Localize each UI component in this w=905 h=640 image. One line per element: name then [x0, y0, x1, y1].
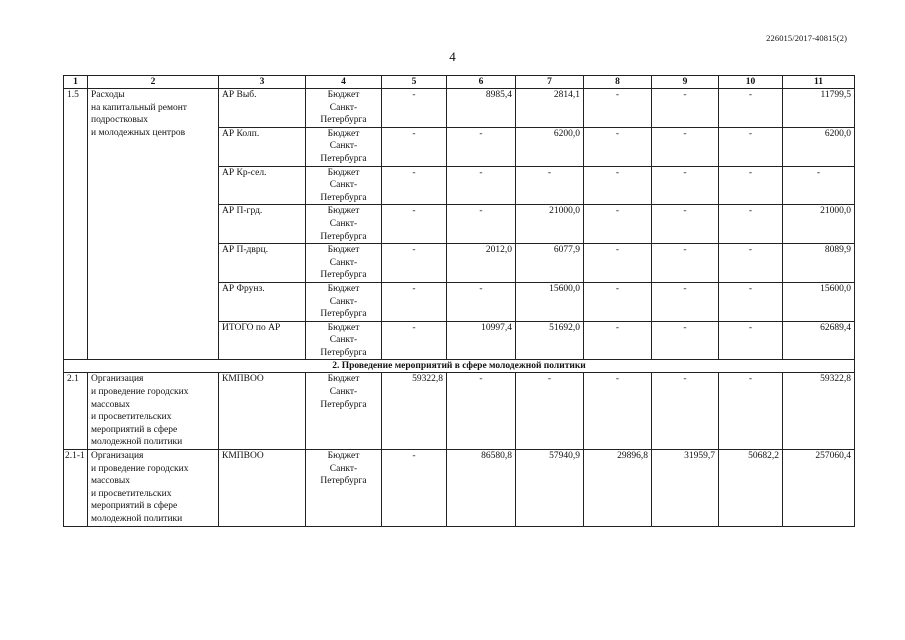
executor: КМПВОО: [219, 373, 306, 450]
value-cell: -: [652, 127, 719, 166]
value-cell: -: [447, 166, 516, 205]
page-number: 4: [449, 49, 456, 64]
value-cell: -: [719, 166, 783, 205]
funding-source: Бюджет Санкт- Петербурга: [306, 166, 382, 205]
value-cell: 59322,8: [382, 373, 447, 450]
value-cell: -: [584, 321, 652, 360]
column-header: 6: [447, 76, 516, 89]
executor: АР Выб.: [219, 89, 306, 128]
item-number: 1.5: [64, 89, 88, 360]
total-cell: 62689,4: [783, 321, 855, 360]
value-cell: 6200,0: [516, 127, 584, 166]
item-number: 2.1-1: [64, 450, 88, 527]
column-header: 5: [382, 76, 447, 89]
item-title: Организация и проведение городских массовых и просветительских мероприятий в сфере молодежной политики: [88, 450, 219, 527]
item-title: Организация и проведение городских массовых и просветительских мероприятий в сфере молодежной политики: [88, 373, 219, 450]
value-cell: -: [652, 89, 719, 128]
executor: АР Фрунз.: [219, 282, 306, 321]
value-cell: -: [382, 450, 447, 527]
value-cell: 29896,8: [584, 450, 652, 527]
column-header: 3: [219, 76, 306, 89]
value-cell: -: [719, 373, 783, 450]
funding-source: Бюджет Санкт- Петербурга: [306, 321, 382, 360]
table-row: [64, 89, 855, 128]
column-header: 1: [64, 76, 88, 89]
value-cell: -: [382, 321, 447, 360]
column-header: 9: [652, 76, 719, 89]
value-cell: 51692,0: [516, 321, 584, 360]
funding-source: Бюджет Санкт- Петербурга: [306, 373, 382, 450]
value-cell: -: [447, 282, 516, 321]
value-cell: 21000,0: [516, 205, 584, 244]
total-cell: -: [783, 166, 855, 205]
value-cell: -: [719, 321, 783, 360]
column-header: 11: [783, 76, 855, 89]
value-cell: -: [516, 166, 584, 205]
value-cell: 6077,9: [516, 244, 584, 283]
funding-source: Бюджет Санкт- Петербурга: [306, 450, 382, 527]
value-cell: 2012,0: [447, 244, 516, 283]
value-cell: 50682,2: [719, 450, 783, 527]
value-cell: 57940,9: [516, 450, 584, 527]
item-title: Расходы на капитальный ремонт подростковых и молодежных центров: [88, 89, 219, 360]
table-row: [64, 450, 855, 527]
column-number-row: [64, 76, 855, 89]
total-cell: 257060,4: [783, 450, 855, 527]
value-cell: -: [719, 282, 783, 321]
value-cell: -: [652, 205, 719, 244]
total-cell: 8089,9: [783, 244, 855, 283]
value-cell: -: [447, 373, 516, 450]
document-id: 226015/2017-40815(2): [766, 33, 847, 43]
value-cell: -: [719, 89, 783, 128]
funding-source: Бюджет Санкт- Петербурга: [306, 127, 382, 166]
executor: КМПВОО: [219, 450, 306, 527]
executor: АР Колп.: [219, 127, 306, 166]
value-cell: -: [652, 321, 719, 360]
column-header: 4: [306, 76, 382, 89]
value-cell: -: [719, 205, 783, 244]
funding-source: Бюджет Санкт- Петербурга: [306, 282, 382, 321]
table-row: [64, 373, 855, 450]
value-cell: -: [584, 89, 652, 128]
funding-source: Бюджет Санкт- Петербурга: [306, 244, 382, 283]
executor: АР П-грд.: [219, 205, 306, 244]
value-cell: 31959,7: [652, 450, 719, 527]
value-cell: -: [447, 205, 516, 244]
value-cell: -: [584, 205, 652, 244]
column-header: 2: [88, 76, 219, 89]
item-number: 2.1: [64, 373, 88, 450]
value-cell: 2814,1: [516, 89, 584, 128]
value-cell: -: [584, 282, 652, 321]
value-cell: -: [382, 166, 447, 205]
executor: АР Кр-сел.: [219, 166, 306, 205]
value-cell: -: [584, 166, 652, 205]
funding-source: Бюджет Санкт- Петербурга: [306, 205, 382, 244]
value-cell: -: [652, 282, 719, 321]
value-cell: -: [382, 127, 447, 166]
total-cell: 11799,5: [783, 89, 855, 128]
value-cell: -: [447, 127, 516, 166]
total-cell: 59322,8: [783, 373, 855, 450]
total-cell: 6200,0: [783, 127, 855, 166]
value-cell: 8985,4: [447, 89, 516, 128]
total-cell: 15600,0: [783, 282, 855, 321]
budget-table: [63, 75, 855, 527]
value-cell: -: [382, 244, 447, 283]
value-cell: -: [652, 166, 719, 205]
value-cell: -: [584, 373, 652, 450]
executor: АР П-дврц.: [219, 244, 306, 283]
section-row: [64, 360, 855, 373]
funding-source: Бюджет Санкт- Петербурга: [306, 89, 382, 128]
value-cell: -: [516, 373, 584, 450]
value-cell: -: [652, 244, 719, 283]
column-header: 10: [719, 76, 783, 89]
value-cell: -: [584, 127, 652, 166]
value-cell: -: [719, 244, 783, 283]
total-cell: 21000,0: [783, 205, 855, 244]
section-title: 2. Проведение мероприятий в сфере молодежной политики: [64, 360, 855, 373]
value-cell: 86580,8: [447, 450, 516, 527]
value-cell: 10997,4: [447, 321, 516, 360]
column-header: 8: [584, 76, 652, 89]
value-cell: -: [584, 244, 652, 283]
value-cell: -: [719, 127, 783, 166]
value-cell: -: [382, 89, 447, 128]
value-cell: 15600,0: [516, 282, 584, 321]
executor: ИТОГО по АР: [219, 321, 306, 360]
value-cell: -: [652, 373, 719, 450]
column-header: 7: [516, 76, 584, 89]
value-cell: -: [382, 282, 447, 321]
value-cell: -: [382, 205, 447, 244]
